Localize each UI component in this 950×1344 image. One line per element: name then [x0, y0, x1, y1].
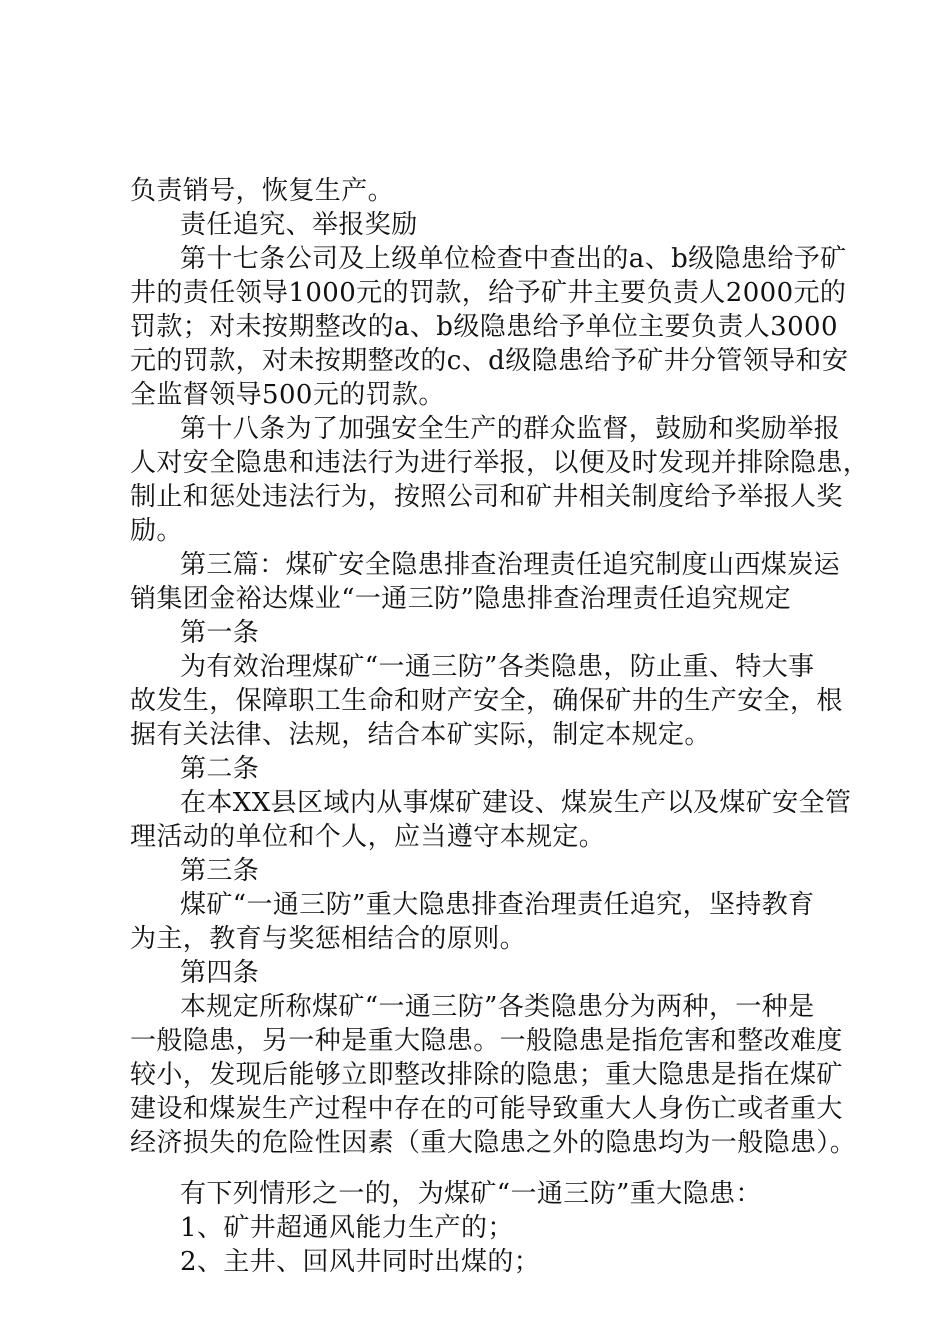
text-line: 制止和惩处违法行为，按照公司和矿井相关制度给予举报人奖: [130, 482, 843, 512]
text-line: 第十八条为了加强安全生产的群众监督，鼓励和奖励举报: [180, 414, 841, 444]
article-heading: 第四条: [180, 958, 260, 988]
article-heading: 第一条: [180, 618, 260, 648]
chapter-heading: 销集团金裕达煤业“一通三防”隐患排查治理责任追究规定: [130, 584, 791, 614]
chapter-heading: 第三篇：煤矿安全隐患排查治理责任追究制度山西煤炭运: [180, 550, 841, 580]
text-line: 有下列情形之一的，为煤矿“一通三防”重大隐患：: [180, 1179, 762, 1209]
text-line: 本规定所称煤矿“一通三防”各类隐患分为两种，一种是: [180, 992, 815, 1022]
list-item: 2、主井、回风井同时出煤的；: [180, 1247, 541, 1277]
text-line: 据有关法律、法规，结合本矿实际，制定本规定。: [130, 720, 711, 750]
text-line: 第十七条公司及上级单位检查中查出的a、b级隐患给予矿: [180, 244, 847, 274]
text-line: 全监督领导500元的罚款。: [130, 380, 445, 410]
text-line: 罚款；对未按期整改的a、b级隐患给予单位主要负责人3000: [130, 312, 838, 342]
text-line: 故发生，保障职工生命和财产安全，确保矿井的生产安全，根: [130, 686, 843, 716]
text-line: 为有效治理煤矿“一通三防”各类隐患，防止重、特大事: [180, 652, 815, 682]
text-line: 励。: [130, 516, 183, 546]
text-line: 一般隐患，另一种是重大隐患。一般隐患是指危害和整改难度: [130, 1026, 843, 1056]
text-line: 建设和煤炭生产过程中存在的可能导致重大人身伤亡或者重大: [130, 1094, 843, 1124]
article-heading: 第三条: [180, 856, 260, 886]
article-heading: 第二条: [180, 754, 260, 784]
text-line: 较小，发现后能够立即整改排除的隐患；重大隐患是指在煤矿: [130, 1060, 843, 1090]
text-line: 人对安全隐患和违法行为进行举报，以便及时发现并排除隐患，: [130, 448, 870, 478]
text-line: 在本XX县区域内从事煤矿建设、煤炭生产以及煤矿安全管: [180, 788, 852, 818]
section-heading: 责任追究、举报奖励: [180, 210, 418, 240]
text-line: 经济损失的危险性因素（重大隐患之外的隐患均为一般隐患）。: [130, 1128, 857, 1158]
text-line: 元的罚款，对未按期整改的c、d级隐患给予矿井分管领导和安: [130, 346, 849, 376]
text-line: 井的责任领导1000元的罚款，给予矿井主要负责人2000元的: [130, 278, 847, 308]
list-item: 1、矿井超通风能力生产的；: [180, 1213, 514, 1243]
text-line: 理活动的单位和个人，应当遵守本规定。: [130, 822, 606, 852]
text-line: 为主，教育与奖惩相结合的原则。: [130, 924, 527, 954]
text-line: 负责销号，恢复生产。: [130, 176, 395, 206]
text-line: 煤矿“一通三防”重大隐患排查治理责任追究，坚持教育: [180, 890, 815, 920]
